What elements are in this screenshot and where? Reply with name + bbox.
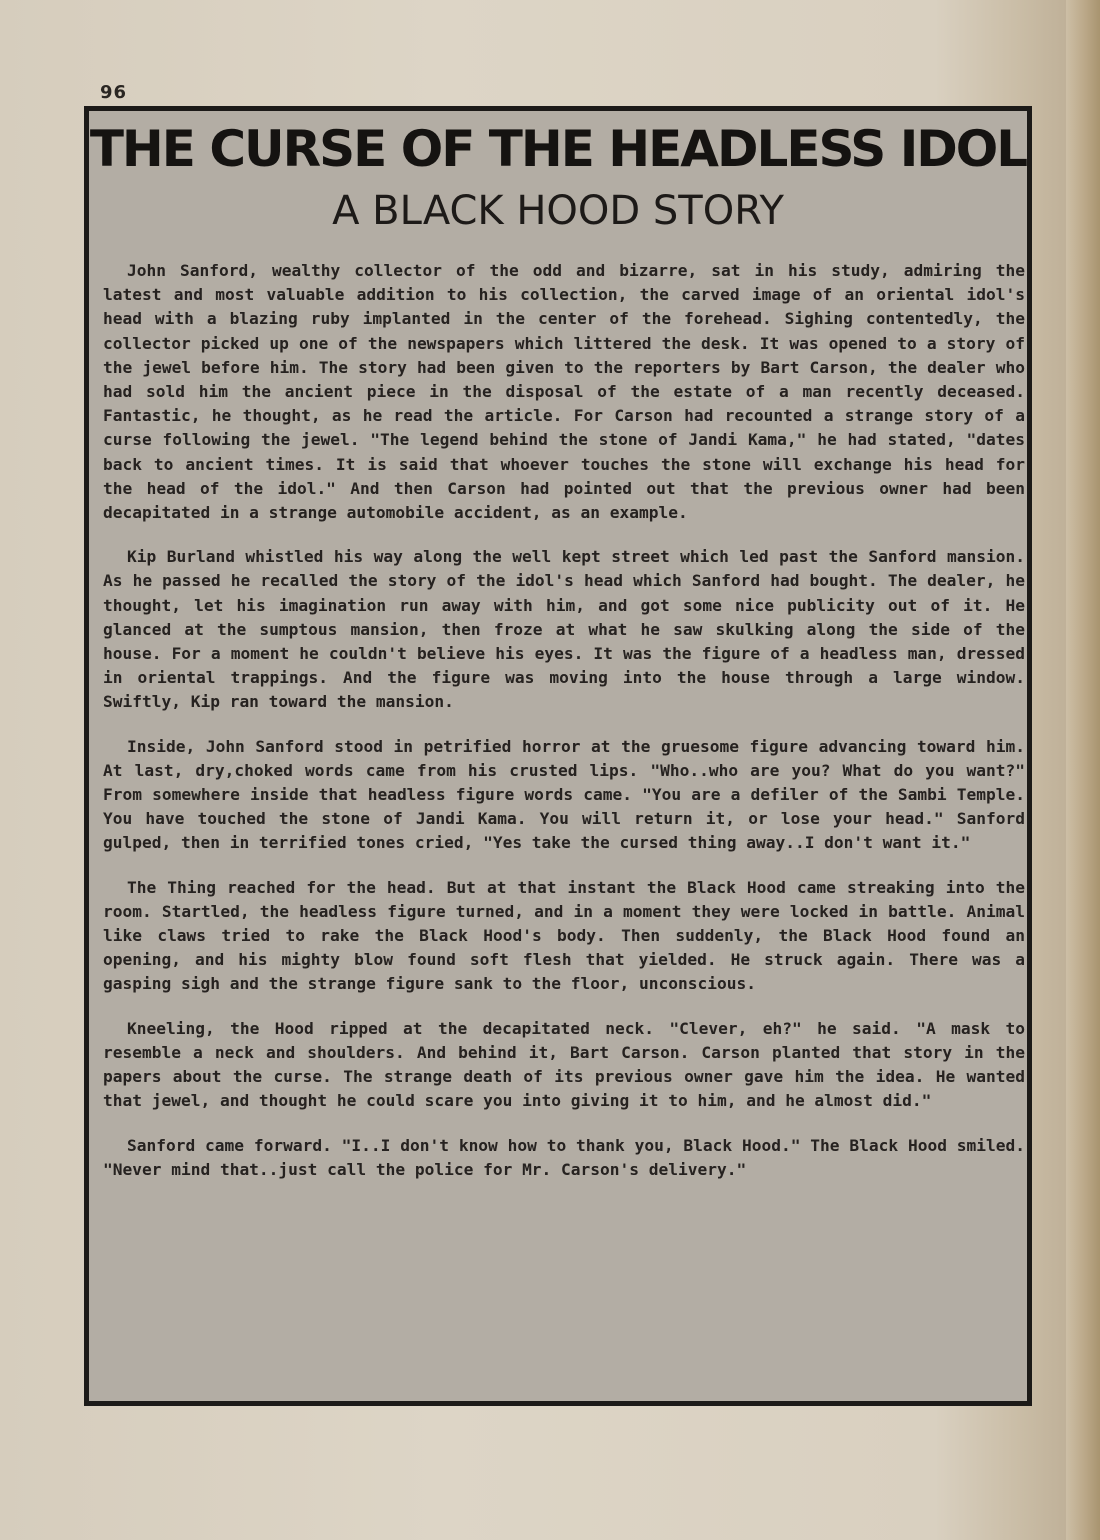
story-paragraph-3: Inside, John Sanford stood in petrified horror at the gruesome figure advancing toward him. At last, dry,choked words came from his crusted lips. "Who..who are you? What do you want?" From somewhere inside that headless figure words came. "You are a defiler of the Sambi Temple. You have touched the stone of Jandi Kama. You will return it, or lose your head." Sanford gulped, then in terrified tones cried, "Yes take the cursed thing away..I don't want it." xyxy=(103,736,1025,853)
story-body xyxy=(103,259,1025,1202)
article-box xyxy=(84,106,1032,1406)
page-spine-shadow xyxy=(1066,0,1100,1540)
story-paragraph-6: Sanford came forward. "I..I don't know how to thank you, Black Hood." The Black Hood smiled. "Never mind that..just call the police for Mr. Carson's delivery." xyxy=(103,1135,1025,1179)
page-number: 96 xyxy=(100,82,128,103)
story-paragraph-1: John Sanford, wealthy collector of the odd and bizarre, sat in his study, admiring the latest and most valuable addition to his collection, the carved image of an oriental idol's head with a blazing ruby implanted in the center of the forehead. Sighing contentedly, the collector picked up one of the newspapers which littered the desk. It was opened to a story of the jewel before him. The story had been given to the reporters by Bart Carson, the dealer who had sold him the ancient piece in the disposal of the estate of a man recently deceased. Fantastic, he thought, as he read the article. For Carson had recounted a strange story of a curse following the jewel. "The legend behind the stone of Jandi Kama," he had stated, "dates back to ancient times. It is said that whoever touches the stone will exchange his head for the head of the idol." And then Carson had pointed out that the previous owner had been decapitated in a strange automobile accident, as an example. xyxy=(103,261,1025,523)
story-paragraph-2: Kip Burland whistled his way along the well kept street which led past the Sanford mansion. As he passed he recalled the story of the idol's head which Sanford had bought. The dealer, he thought, let his imagination run away with him, and got some nice publicity out of it. He glanced at the sumptous mansion, then froze at what he saw skulking along the side of the house. For a moment he couldn't believe his eyes. It was the figure of a headless man, dressed in oriental trappings. And the figure was moving into the house through a large window. Swiftly, Kip ran toward the mansion. xyxy=(103,547,1025,712)
story-paragraph-4: The Thing reached for the head. But at that instant the Black Hood came streaking into the room. Startled, the headless figure turned, and in a moment they were locked in battle. Animal like claws tried to rake the Black Hood's body. Then suddenly, the Black Hood found an opening, and his mighty blow found soft flesh that yielded. He struck again. There was a gasping sigh and the strange figure sank to the floor, unconscious. xyxy=(103,877,1025,994)
subheadline: A BLACK HOOD STORY xyxy=(332,188,784,234)
story-paragraph-5: Kneeling, the Hood ripped at the decapitated neck. "Clever, eh?" he said. "A mask to resemble a neck and shoulders. And behind it, Bart Carson. Carson planted that story in the papers about the curse. The strange death of its previous owner gave him the idea. He wanted that jewel, and thought he could scare you into giving it to him, and he almost did." xyxy=(103,1018,1025,1111)
headline: THE CURSE OF THE HEADLESS IDOL xyxy=(89,120,1027,178)
